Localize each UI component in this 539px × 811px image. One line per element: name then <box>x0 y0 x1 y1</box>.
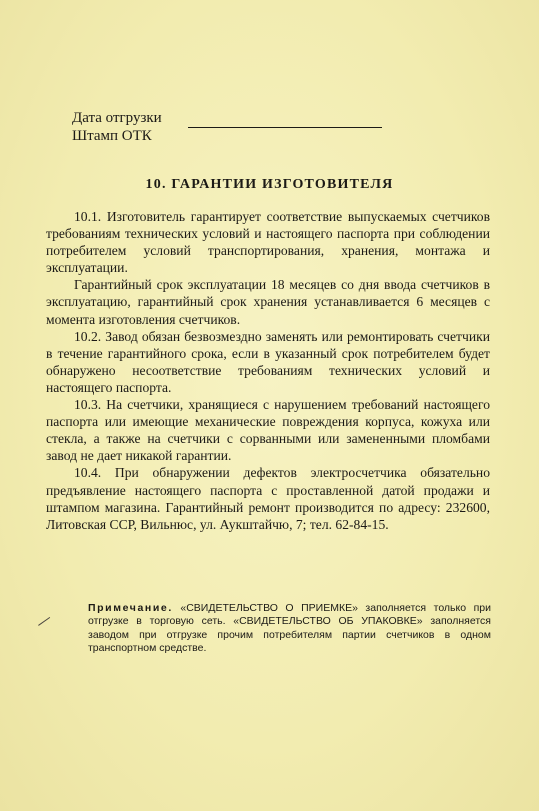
qc-stamp-label: Штамп ОТК <box>72 128 152 144</box>
note-label: Примечание. <box>88 602 173 614</box>
shipment-date-line <box>188 127 382 128</box>
pen-mark <box>38 617 56 634</box>
paragraph-10-2: 10.2. Завод обязан безвозмездно заменять или ремонтировать счетчики в течение гарантийного срока, если в указанный срок потребителем будет обнаружено несоответствие требованиям технических условий и настоящего паспорта. <box>46 328 490 395</box>
paragraph-10-3: 10.3. На счетчики, хранящиеся с нарушением требований настоящего паспорта или имеющие механические повреждения корпуса, кожуха или стекла, а также на счетчики с сорванными или замененными пломбами завод не дает никакой гарантии. <box>46 397 490 464</box>
note-text: «СВИДЕТЕЛЬСТВО О ПРИЕМКЕ» заполняется только при отгрузке в торговую сеть. «СВИДЕТЕЛЬСТВО ОБ УПАКОВКЕ» заполняется заводом при отгрузке прочим потребителям партии счетчиков в одном транспортном средстве. <box>88 602 491 655</box>
shipment-date-label: Дата отгрузки <box>72 110 162 126</box>
paragraph-warranty-period: Гарантийный срок эксплуатации 18 месяцев со дня ввода счетчиков в эксплуатацию, гарантийный срок хранения устанавливается 6 месяцев с момента изготовления счетчиков. <box>46 277 490 327</box>
paragraph-10-4: 10.4. При обнаружении дефектов электросчетчика обязательно предъявление настоящего паспорта с проставленной датой продажи и штампом магазина. Гарантийный ремонт производится по адресу: 232600, Литовская ССР, Вильнюс, ул. Аукштайчю, 7; тел. 62-84-15. <box>46 465 490 532</box>
warranty-text <box>46 208 490 533</box>
note-block <box>88 602 491 656</box>
paragraph-10-1: 10.1. Изготовитель гарантирует соответствие выпускаемых счетчиков требованиям технических условий и настоящего паспорта при соблюдении потребителем условий транспортирования, хранения, монтажа и эксплуатации. <box>46 209 490 276</box>
section-title: 10. ГАРАНТИИ ИЗГОТОВИТЕЛЯ <box>145 177 394 192</box>
